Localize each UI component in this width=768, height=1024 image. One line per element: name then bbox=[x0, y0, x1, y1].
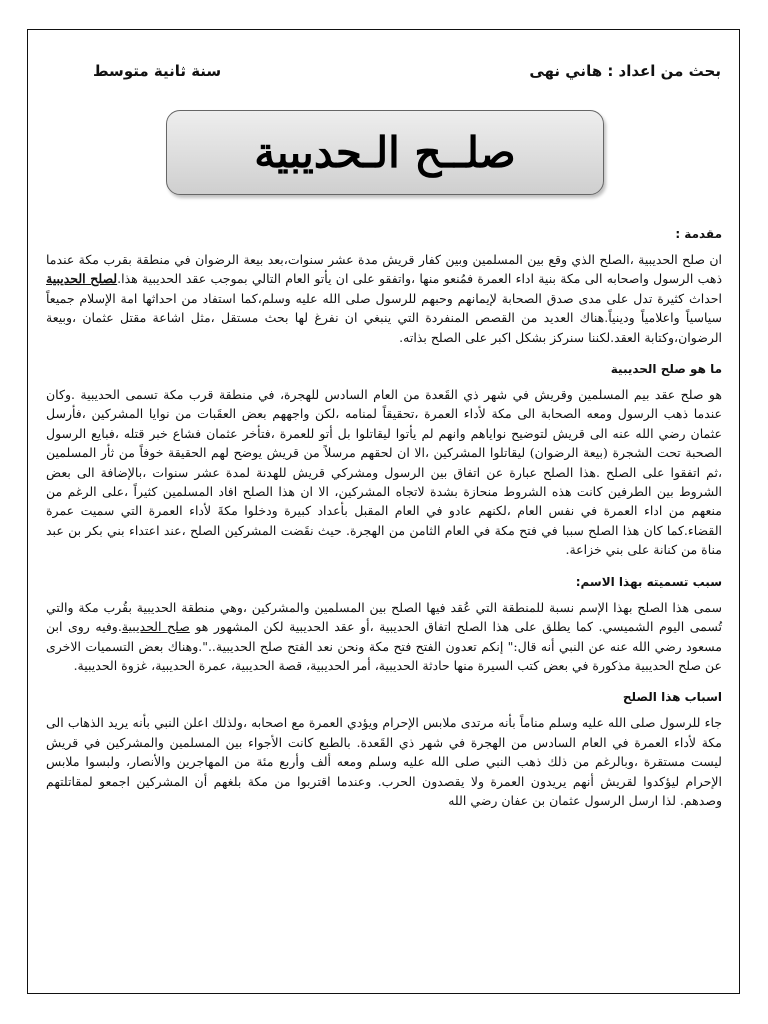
paragraph-text: سمى هذا الصلح بهذا الإسم نسبة للمنطقة التي عُقد فيها الصلح بين المسلمين والمشركين ،وهي منطقة الحديبية بقُرب مكة والتي تُسمى اليوم الشميسي. كما يطلق على هذا الصلح اتفاق الحديبية ،أو عقد الحديبية لكن المشهور هو bbox=[46, 599, 722, 635]
section-heading: سبب تسميته بهذا الاسم: bbox=[575, 574, 722, 589]
section-heading: اسباب هذا الصلح bbox=[622, 690, 722, 705]
section-reasons bbox=[46, 689, 722, 810]
page-title: صلــح الـحديبية bbox=[166, 110, 604, 195]
section-heading: مقدمة : bbox=[675, 227, 722, 241]
section-naming bbox=[46, 574, 722, 676]
paragraph-text: ان صلح الحديبية ،الصلح الذي وقع بين المسلمين وبين كفار قريش مدة عشر سنوات،بعد بيعة الرضوان في منطقة بقرب مكة عندما ذهب الرسول واصحابه الى مكة بنية اداء العمرة فمُنعو منها ،واتفقو على ان يأتو العام التالي بموجب عقد الحديبية هذا. bbox=[46, 252, 723, 287]
document-body bbox=[46, 226, 722, 820]
paragraph-text: .وفيه روى ابن مسعود رضي الله عنه عن النبي أنه قال:" إنكم تعدون الفتح فتح مكة ونحن نعد الفتح صلح الحديبية..".وهناك بعض التسميات الاخرى عن صلح الحديبية مذكورة في بعض كتب السيرة منها حادثة الحديبية، أمر الحديبية، قصة الحديبية، عمرة الحديبية، غزوة الحديبية. bbox=[46, 619, 722, 673]
emphasized-text: لصلح الحديبية bbox=[46, 271, 118, 287]
section-introduction bbox=[46, 226, 722, 347]
section-paragraph bbox=[46, 385, 722, 560]
section-paragraph bbox=[46, 250, 722, 347]
section-what-is bbox=[46, 361, 722, 560]
paragraph-text: جاء للرسول صلى الله عليه وسلم مناماً بأنه مرتدى ملابس الإحرام ويؤدي العمرة مع اصحابه ،ولذلك اعلن النبي بأنه يريد الذهاب الى مكة لأداء العمرة في العام السادس من الهجرة في شهر ذي القَعدة. بالطبع كانت الأجواء بين المسلمين والمشركين في قريش ليست مستقرة ،وبالرغم من ذلك ذهب النبي صلى الله عليه وسلم ومعه ألف وأربع مئة من المهاجرين والأنصار، ولبسوا ملابس الإحرام ليؤكدوا لقريش أنهم يريدون العمرة ولا يقصدون الحرب. وعندما اقتربوا من مكة بلغهم أن المشركين اجمعو لمقاتلتهم وصدهم. لذا ارسل الرسول عثمان بن عفان رضي الله bbox=[46, 715, 722, 808]
paragraph-text: احداث كثيرة تدل على مدى صدق الصحابة لإيمانهم وحبهم للرسول صلى الله عليه وسلم،كما استفاد من احداثها امة الإسلام جميعاً سياسياً واعلامياً ودينياً.هناك العديد من القصص المنفردة التي ينبغي ان نفرغ لها بحث مستقل ،مثل اشاعة مقتل عثمان ،وبيعة الرضوان،وكتابة العقد.لكننا سنركز بشكل اكبر على الصلح بذاته. bbox=[46, 290, 722, 345]
section-heading: ما هو صلح الحديبية bbox=[610, 362, 722, 377]
section-paragraph bbox=[46, 713, 722, 810]
grade-line: سنة ثانية متوسط bbox=[93, 62, 222, 80]
author-line: بحث من اعداد : هاني نهى bbox=[529, 62, 721, 80]
section-paragraph bbox=[46, 598, 722, 676]
emphasized-text: صلح الحديبية bbox=[121, 619, 190, 635]
paragraph-text: هو صلح عقد بيم المسلمين وقريش في شهر ذي القَعدة من العام السادس للهجرة، في منطقة قرب مكة تسمى الحديبية .وكان عندما ذهب الرسول ومعه الصحابة الى مكة لأداء العمرة ،تحقيقاً لمنامه ،لكن واجههم بعض العقَبات من نوايا المشركين ،فأرسل عثمان رضي الله عنه الى قريش لتوضيح نواياهم وانهم لم يأتوا ليقاتلوا بل أتو للعمرة ،فتأخر عثمان فشاع خبر قتله ،فبايع الرسول الصحبة تحت الشجرة (بيعة الرضوان) ليقاتلوا المشركين ،الا ان لحقهم مرسلاً من قريش يوضح لهم الحقيقة خوفاً من ثأر المسلمين ،ثم اتفقوا على الصلح .هذا الصلح عبارة عن اتفاق بين الرسول ومشركي قريش للهدنة لمدة عشر سنوات ،بالإضافة الى بعض الشروط بين الطرفين كانت هذه الشروط منحازة بشدة لاتجاه المشركين، الا ان هذا الصلح افاد المسلمين كثيراً ،على الرغم من منعهم من اداء العمرة في نفس العام ،لكنهم عادو في العام المقبل بأعداد كبيرة ودخلوا مكةَ لأداء العمرة التي سميت عمرة القضاء.كما كان هذا الصلح سببا في فتح مكة في العام الثامن من الهجرة. حيث نقَضت المشركين الصلح ،عند اعتداء بني بكر بن عبد مناة من كنانة على بني خزاعة. bbox=[46, 387, 722, 558]
